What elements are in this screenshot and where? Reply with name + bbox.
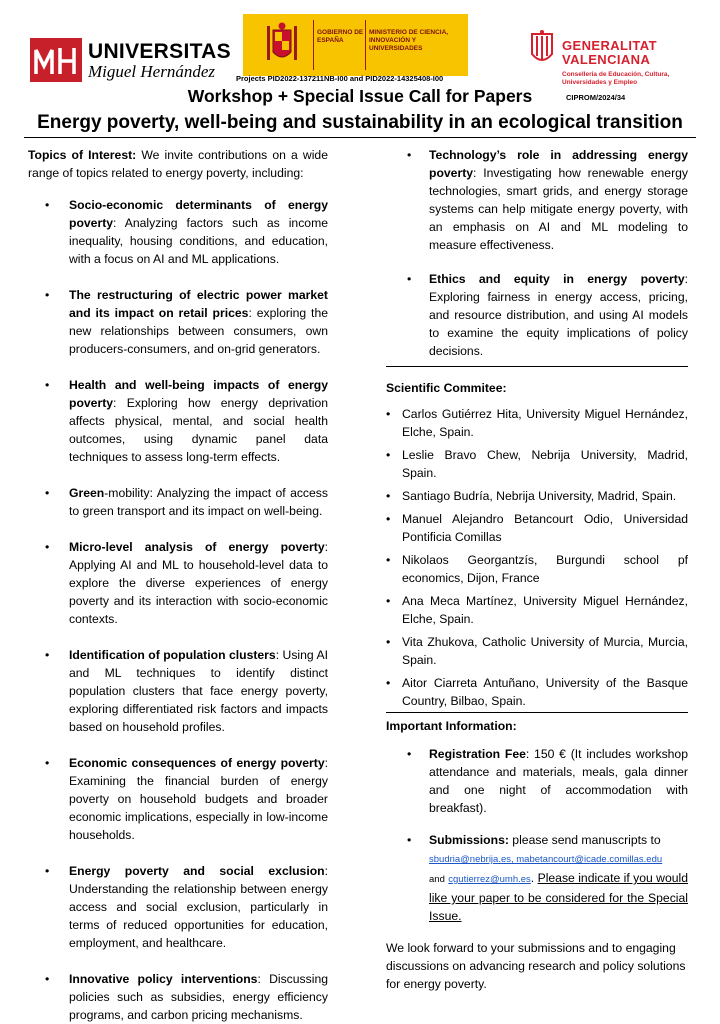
member-text: Leslie Bravo Chew, Nebrija University, Madrid, Spain. xyxy=(402,448,688,480)
topic-item xyxy=(28,538,328,628)
fee-text: : 150 € (It includes workshop attendance and materials, meals, gala dinner and one night of accommodation with breakfast). xyxy=(429,747,688,815)
spain-flag xyxy=(243,14,313,76)
topic-title: Economic consequences of energy poverty xyxy=(69,756,325,770)
topic-item xyxy=(28,286,328,358)
member-text: Manuel Alejandro Betancourt Odio, Universidad Pontificia Comillas xyxy=(402,512,688,544)
bullet-icon: • xyxy=(45,864,50,878)
topic-item xyxy=(386,270,688,360)
info-title: Important Information: xyxy=(386,719,517,733)
umh-logo-icon xyxy=(30,38,82,82)
email-link[interactable]: cgutierrez@umh.es xyxy=(448,874,531,885)
topic-title: Energy poverty and social exclusion xyxy=(69,864,325,878)
topic-item xyxy=(28,376,328,466)
bullet-icon: • xyxy=(407,272,412,286)
member-text: Aitor Ciarreta Antuñano, University of the Basque Country, Bilbao, Spain. xyxy=(402,676,688,708)
bullet-icon: • xyxy=(407,747,412,761)
section-divider xyxy=(386,366,688,367)
topic-title: Ethics and equity in energy poverty xyxy=(429,272,685,286)
bullet-icon: • xyxy=(386,676,391,690)
committee-title: Scientific Commitee: xyxy=(386,381,507,395)
bullet-icon: • xyxy=(386,448,391,462)
topic-text: : Understanding the relationship between energy access and social exclusion, particularly in terms of reduced opportunities for education, employment, and healthcare. xyxy=(69,864,328,950)
generalitat-emblem-icon xyxy=(528,30,556,70)
topic-text: : Investigating how renewable energy technologies, smart grids, and energy storage systems can help mitigate energy poverty, with an emphasis on AI and ML modeling to measure effectiveness. xyxy=(429,166,688,252)
topic-text: : Discussing policies such as subsidies, energy efficiency programs, and carbon pricing mechanisms. xyxy=(69,972,329,1022)
closing-text: We look forward to your submissions and to engaging discussions on advancing research and policy solutions for energy poverty. xyxy=(386,941,686,991)
fee-label: Registration Fee xyxy=(429,747,526,761)
committee-member xyxy=(386,487,688,505)
committee-member xyxy=(386,674,688,710)
bullet-icon: • xyxy=(45,648,50,662)
umh-subname: Miguel Hernández xyxy=(88,62,216,81)
topic-title: Green xyxy=(69,486,105,500)
committee-member xyxy=(386,592,688,628)
registration-fee xyxy=(386,745,688,817)
topic-item xyxy=(386,146,688,254)
bullet-icon: • xyxy=(45,486,50,500)
page-subtitle: Energy poverty, well-being and sustainability in an ecological transition xyxy=(37,112,683,133)
submissions: • Submissions: please send manuscripts to sbudria@nebrija.es, mabetancourt@icade.comillas.edu and cgutierrez@umh.es. Please indicate if you would like your paper to be considered for the Special Issue. xyxy=(407,833,688,923)
topic-title: Innovative policy interventions xyxy=(69,972,258,986)
bullet-icon: • xyxy=(386,635,391,649)
bullet-icon: • xyxy=(45,378,50,392)
left-column xyxy=(28,146,328,1024)
bullet-icon: • xyxy=(407,148,412,162)
committee-member xyxy=(386,551,688,587)
topic-title: Technology’s role in addressing energy poverty xyxy=(429,148,688,180)
section-divider xyxy=(386,712,688,713)
reference-code: CIPROM/2024/34 xyxy=(566,93,626,102)
email-link[interactable]: sbudria@nebrija.es, mabetancourt@icade.comillas.edu xyxy=(429,854,663,865)
committee-member xyxy=(386,405,688,441)
topic-title: Identification of population clusters xyxy=(69,648,276,662)
logo-divider xyxy=(365,20,366,70)
topic-text: : Exploring how energy deprivation affects physical, mental, and social health outcomes, using dynamic panel data techniques to assess long-term effects. xyxy=(69,396,328,464)
bullet-icon: • xyxy=(386,594,391,608)
bullet-icon: • xyxy=(386,512,391,526)
bullet-icon: • xyxy=(386,407,391,421)
conselleria-name: Conselleria de Educación, Cultura, Universidades y Empleo xyxy=(562,71,670,86)
umh-name: UNIVERSITAS xyxy=(88,40,231,63)
bullet-icon: • xyxy=(45,756,50,770)
member-text: Carlos Gutiérrez Hita, University Miguel Hernández, Elche, Spain. xyxy=(402,407,688,439)
topics-label: Topics of Interest: xyxy=(28,148,137,162)
topic-title: Health and well-being impacts of energy poverty xyxy=(69,378,328,410)
topic-title: Micro-level analysis of energy poverty xyxy=(69,540,325,554)
member-text: Vita Zhukova, Catholic University of Murcia, Murcia, Spain. xyxy=(402,635,688,667)
submissions-text: please send manuscripts to xyxy=(508,833,661,847)
ministry-name: MINISTERIO DE CIENCIA, INNOVACIÓN Y UNIVERSIDADES xyxy=(369,29,449,52)
bullet-icon: • xyxy=(45,972,50,986)
bullet-icon: • xyxy=(45,198,50,212)
topic-text: : Using AI and ML techniques to identify distinct population clusters that face energy poverty, exploring differentiated risk factors and impacts based on household profiles. xyxy=(69,648,328,734)
bullet-icon: • xyxy=(386,553,391,567)
umh-logo xyxy=(30,38,230,84)
coat-of-arms-icon xyxy=(265,22,299,66)
topic-item xyxy=(28,754,328,844)
topic-text: : Exploring fairness in energy access, pricing, and resource distribution, and using AI models to examine the equity implications of policy decisions. xyxy=(429,272,688,358)
topic-text: : exploring the new relationships between consumers, own producers-consumers, and on-grid generators. xyxy=(69,306,329,356)
bullet-icon: • xyxy=(45,540,50,554)
logo-divider xyxy=(313,20,314,70)
topic-item xyxy=(28,970,328,1024)
member-text: Nikolaos Georgantzís, Burgundi school pf economics, Dijon, France xyxy=(402,553,688,585)
and-word: and xyxy=(429,874,445,885)
generalitat-logo xyxy=(528,30,708,94)
generalitat-name: GENERALITAT xyxy=(562,38,657,53)
topics-intro xyxy=(28,146,328,182)
topic-title: The restructuring of electric power market and its impact on retail prices xyxy=(69,288,328,320)
committee-member xyxy=(386,510,688,546)
government-name: GOBIERNO DE ESPAÑA xyxy=(317,29,364,44)
topic-text: : Examining the financial burden of energy poverty on household budgets and broader economic implications, especially in low-income households. xyxy=(69,756,328,842)
member-text: Ana Meca Martínez, University Miguel Hernández, Elche, Spain. xyxy=(402,594,688,626)
topic-item xyxy=(28,646,328,736)
topic-text: : Applying AI and ML to household-level data to explore the diverse experiences of energy poverty and its interaction with socio-economic contexts. xyxy=(69,540,328,626)
project-codes: Projects PID2022-137211NB-I00 and PID2022-14325408-I00 xyxy=(236,74,444,83)
topics-intro-text: We invite contributions on a wide range of topics related to energy poverty, including: xyxy=(28,148,328,180)
committee-member xyxy=(386,446,688,482)
topic-item xyxy=(28,484,328,520)
title-divider xyxy=(24,137,696,138)
committee-member xyxy=(386,633,688,669)
special-issue-note: Please indicate if you would like your paper to be considered for the Special Issue. xyxy=(429,871,688,923)
topic-text: : Analyzing factors such as income inequality, housing conditions, and education, with a focus on AI and ML applications. xyxy=(69,216,328,266)
right-column xyxy=(386,146,688,993)
topic-item xyxy=(28,862,328,952)
generalitat-name-line2: VALENCIANA xyxy=(562,52,651,67)
government-logo xyxy=(243,14,468,76)
bullet-icon: • xyxy=(386,489,391,503)
topic-item xyxy=(28,196,328,268)
submissions-label: Submissions: xyxy=(429,833,509,847)
member-text: Santiago Budría, Nebrija University, Madrid, Spain. xyxy=(402,489,677,503)
topic-title: Socio-economic determinants of energy poverty xyxy=(69,198,328,230)
bullet-icon: • xyxy=(45,288,50,302)
page-title: Workshop + Special Issue Call for Papers xyxy=(187,86,533,106)
topic-text: -mobility: Analyzing the impact of access to green transport and its impact on well-being. xyxy=(69,486,328,518)
bullet-icon: • xyxy=(407,833,412,847)
